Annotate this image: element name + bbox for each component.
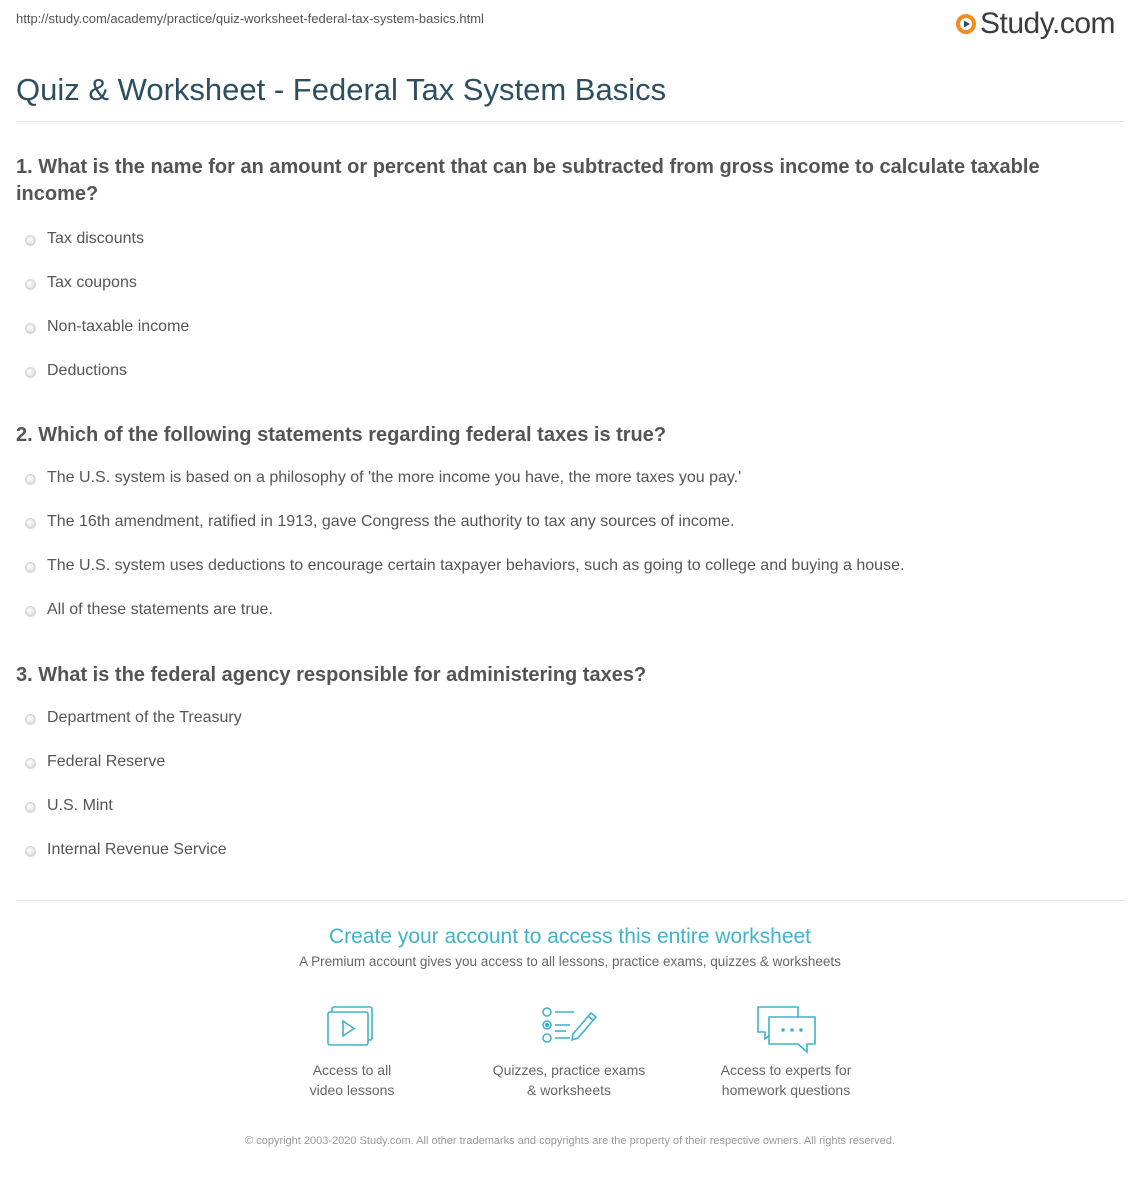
answer-option[interactable]: [16, 317, 1116, 361]
radio-button[interactable]: [25, 714, 36, 725]
copyright-footer: © copyright 2003-2020 Study.com. All other trademarks and copyrights are the property of their respective owners. All rights reserved.: [245, 1135, 895, 1147]
radio-button[interactable]: [25, 518, 36, 529]
video-lessons-icon: [325, 1004, 379, 1050]
radio-button[interactable]: [25, 367, 36, 378]
quiz-checklist-icon: [540, 1004, 598, 1050]
question-text: 1. What is the name for an amount or percent that can be subtracted from gross income to calculate taxable income?: [16, 156, 1040, 205]
answer-option[interactable]: [16, 468, 1116, 512]
answer-label: Department of the Treasury: [47, 709, 242, 726]
question-3: [16, 662, 1116, 884]
divider: [16, 900, 1124, 901]
study-logo[interactable]: [955, 6, 1115, 42]
study-logo-icon: [955, 13, 977, 35]
answer-label: Tax discounts: [47, 230, 144, 247]
divider: [16, 121, 1124, 122]
question-1: [16, 154, 1116, 405]
answer-label: The 16th amendment, ratified in 1913, gave Congress the authority to tax any sources of income.: [47, 513, 735, 530]
answer-label: Tax coupons: [47, 274, 137, 291]
feature-experts: [686, 1004, 886, 1100]
answer-label: U.S. Mint: [47, 797, 113, 814]
answer-option[interactable]: [16, 796, 1116, 840]
radio-button[interactable]: [25, 846, 36, 857]
feature-label: Access to all video lessons: [309, 1062, 395, 1098]
radio-button[interactable]: [25, 474, 36, 485]
answer-option[interactable]: [16, 840, 1116, 884]
answer-option[interactable]: [16, 556, 1116, 600]
question-text: 2. Which of the following statements regarding federal taxes is true?: [16, 424, 667, 446]
answer-list: [16, 708, 1116, 884]
answer-option[interactable]: [16, 229, 1116, 273]
feature-label: Quizzes, practice exams & worksheets: [492, 1062, 646, 1098]
premium-description: A Premium account gives you access to all lessons, practice exams, quizzes & worksheets: [299, 954, 841, 969]
radio-button[interactable]: [25, 606, 36, 617]
answer-label: Federal Reserve: [47, 753, 166, 770]
radio-button[interactable]: [25, 802, 36, 813]
answer-list: [16, 468, 1116, 644]
answer-option[interactable]: [16, 512, 1116, 556]
chat-experts-icon: [753, 1004, 819, 1056]
radio-button[interactable]: [25, 562, 36, 573]
feature-quizzes: [469, 1004, 669, 1100]
answer-option[interactable]: [16, 273, 1116, 317]
page-title: Quiz & Worksheet - Federal Tax System Basics: [16, 72, 667, 107]
create-account-link[interactable]: Create your account to access this entire worksheet: [328, 925, 812, 948]
logo-text: Study.com: [980, 7, 1115, 40]
question-2: [16, 422, 1116, 644]
answer-option[interactable]: [16, 361, 1116, 405]
answer-list: [16, 229, 1116, 405]
radio-button[interactable]: [25, 279, 36, 290]
answer-label: The U.S. system is based on a philosophy of 'the more income you have, the more taxes you pay.': [47, 469, 742, 486]
question-text: 3. What is the federal agency responsible for administering taxes?: [16, 664, 647, 686]
feature-label: Access to experts for homework questions: [720, 1062, 852, 1098]
page-url: http://study.com/academy/practice/quiz-worksheet-federal-tax-system-basics.html: [16, 11, 484, 26]
answer-option[interactable]: [16, 708, 1116, 752]
radio-button[interactable]: [25, 323, 36, 334]
answer-label: Deductions: [47, 362, 128, 379]
answer-label: All of these statements are true.: [47, 601, 273, 618]
answer-label: The U.S. system uses deductions to encourage certain taxpayer behaviors, such as going to college and buying a house.: [47, 557, 905, 574]
answer-option[interactable]: [16, 752, 1116, 796]
feature-video-lessons: [252, 1004, 452, 1100]
answer-label: Non-taxable income: [47, 318, 190, 335]
radio-button[interactable]: [25, 758, 36, 769]
answer-option[interactable]: [16, 600, 1116, 644]
answer-label: Internal Revenue Service: [47, 841, 227, 858]
radio-button[interactable]: [25, 235, 36, 246]
